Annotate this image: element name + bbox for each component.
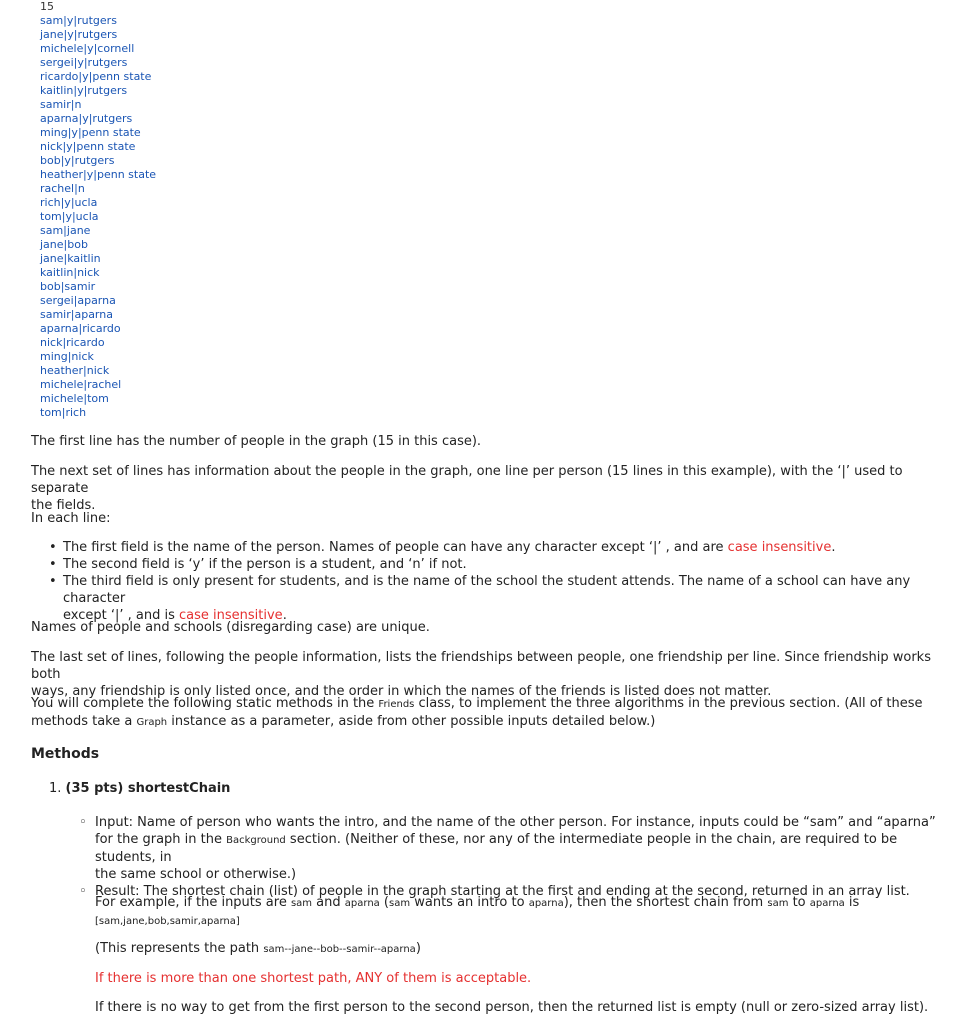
graph-file-listing [40,0,156,420]
file-line: ming|nick [40,350,94,363]
graph-class-code: Graph [136,717,168,728]
file-line: jane|y|rutgers [40,28,118,41]
paragraph-complete-methods: You will complete the following static methods in the Friends class, to implement the three algorithms in the previous section. (All of these methods take a Graph instance as a parameter, aside from other possible inputs detailed below.) [31,696,923,729]
paragraph-each-line: In each line: [31,511,111,526]
friends-class-code: Friends [378,699,415,710]
bullet-third-field: • The third field is only present for students, and is the name of the school the student attends. The name of a school can have any character except ‘|’ , and is case insensitive. [31,573,936,624]
file-line: heather|nick [40,364,110,377]
file-line: nick|ricardo [40,336,105,349]
file-line: aparna|ricardo [40,322,121,335]
file-line: rich|y|ucla [40,196,98,209]
file-line: ricardo|y|penn state [40,70,152,83]
method-1-details [31,814,936,900]
people-count-line: 15 [40,0,54,13]
file-line: nick|y|penn state [40,140,136,153]
field-bullet-list [31,539,936,624]
file-line: kaitlin|y|rutgers [40,84,128,97]
file-line: rachel|n [40,182,85,195]
method-title: (35 pts) shortestChain [65,781,231,796]
input-description: ◦ Input: Name of person who wants the intro, and the name of the other person. For instance, inputs could be “sam” and “aparna” for the graph in the Background section. (Neither of these, nor any of the intermediate people in the chain, are required to be students, in the same school or otherwise.) [31,814,936,883]
file-line: sergei|y|rutgers [40,56,128,69]
path-paragraph: (This represents the path sam--jane--bob--samir--aparna) [95,941,421,956]
empty-list-note: If there is no way to get from the first person to the second person, then the returned list is empty (null or zero-sized array list). [95,1000,929,1015]
file-line: samir|aparna [40,308,113,321]
file-line: michele|y|cornell [40,42,135,55]
file-line: samir|n [40,98,82,111]
file-line: jane|kaitlin [40,252,101,265]
file-line: heather|y|penn state [40,168,157,181]
file-line: tom|rich [40,406,87,419]
method-number: 1. [49,781,62,796]
methods-heading: Methods [31,746,100,762]
paragraph-next-lines [31,463,936,514]
method-1-heading [49,780,230,797]
file-line: jane|bob [40,238,88,251]
paragraph-first-line: The first line has the number of people in the graph (15 in this case). [31,434,482,449]
friendships-text-1: The last set of lines, following the people information, lists the friendships between people, one friendship per line. Since friendship works both [31,650,931,682]
file-line: sergei|aparna [40,294,116,307]
friendships-text-2: ways, any friendship is only listed once, and the order in which the names of the friends is listed does not matter. [31,684,772,699]
bullet-second-field: • The second field is ‘y’ if the person is a student, and ‘n’ if not. [31,556,936,573]
example-paragraph: For example, if the inputs are sam and aparna (sam wants an intro to aparna), then the shortest chain from sam to aparna is [sam,jane,bob,samir,aparna] [95,895,860,927]
file-line: bob|samir [40,280,96,293]
next-lines-text-1: The next set of lines has information about the people in the graph, one line per person (15 lines in this example), with the ‘|’ used to separate [31,464,903,496]
file-line: sam|jane [40,224,91,237]
file-line: sam|y|rutgers [40,14,117,27]
background-section-code: Background [226,835,286,846]
multiple-paths-note: If there is more than one shortest path, ANY of them is acceptable. [95,971,532,986]
file-line: aparna|y|rutgers [40,112,133,125]
example-list-code: [sam,jane,bob,samir,aparna] [95,916,240,927]
file-line: kaitlin|nick [40,266,100,279]
file-line: ming|y|penn state [40,126,141,139]
paragraph-friendships [31,649,936,700]
file-line: michele|rachel [40,378,122,391]
paragraph-unique: Names of people and schools (disregarding case) are unique. [31,620,430,635]
file-line: bob|y|rutgers [40,154,115,167]
result-description: ◦ Result: The shortest chain (list) of people in the graph starting at the first and ending at the second, returned in an array list. [31,883,936,900]
path-code: sam--jane--bob--samir--aparna [263,944,416,955]
file-line: tom|y|ucla [40,210,99,223]
file-line: michele|tom [40,392,109,405]
bullet-first-field: • The first field is the name of the person. Names of people can have any character except ‘|’ , and are case insensitive. [31,539,936,556]
next-lines-text-2: the fields. [31,498,96,513]
